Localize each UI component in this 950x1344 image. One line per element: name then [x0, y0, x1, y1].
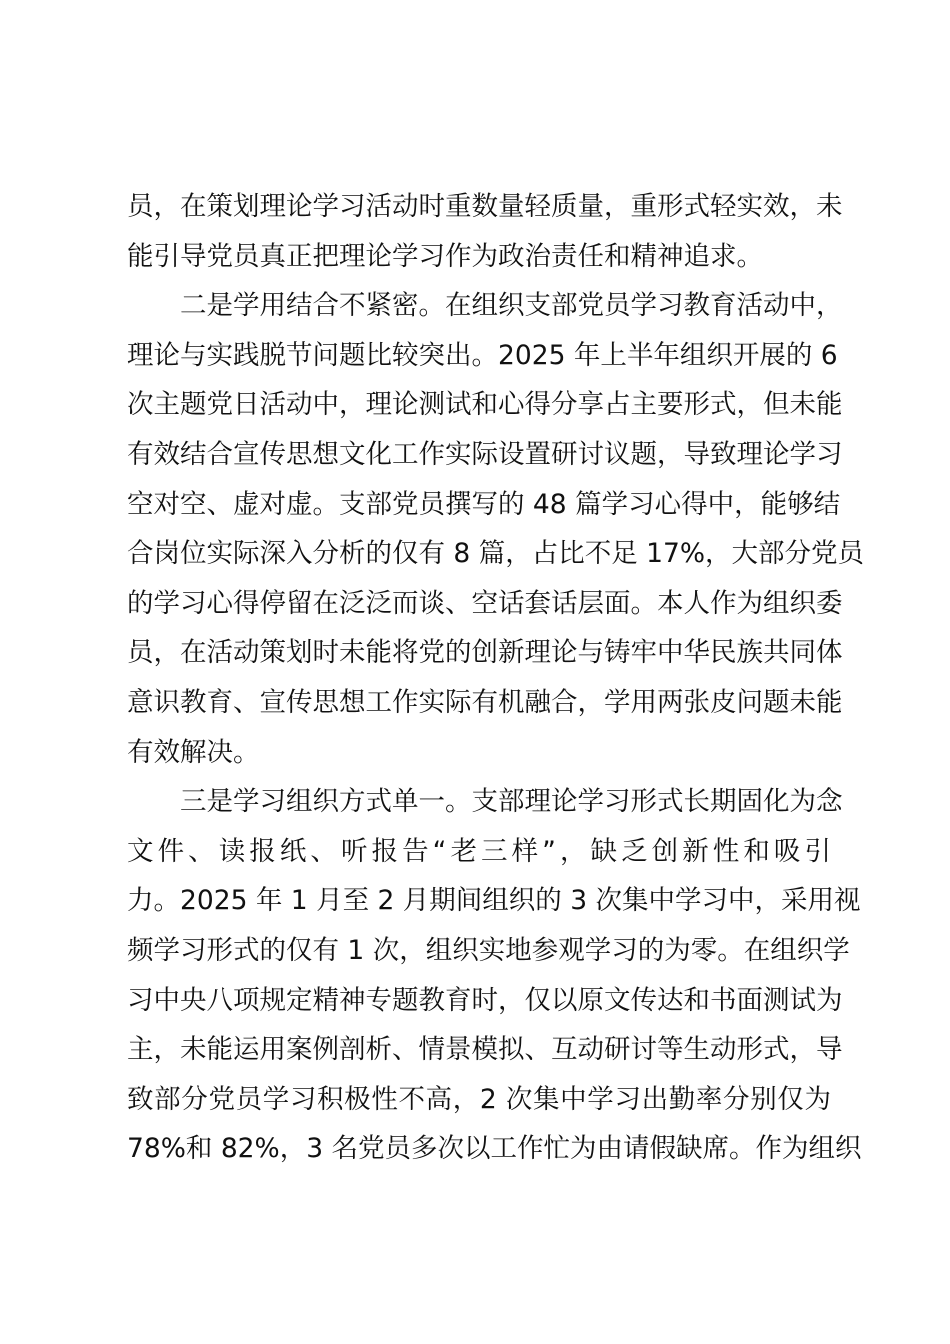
text-line: 频学习形式的仅有 1 次，组织实地参观学习的为零。在组织学 [127, 934, 850, 966]
text-line: 能引导党员真正把理论学习作为政治责任和精神追求。 [127, 240, 763, 272]
text-line: 合岗位实际深入分析的仅有 8 篇，占比不足 17%，大部分党员 [127, 538, 865, 570]
text-line: 意识教育、宣传思想工作实际有机融合，学用两张皮问题未能 [127, 686, 843, 718]
paragraph-point-two [127, 281, 865, 777]
text-line: 次主题党日活动中，理论测试和心得分享占主要形式，但未能 [127, 389, 843, 421]
text-line: 员，在策划理论学习活动时重数量轻质量，重形式轻实效，未 [127, 191, 843, 222]
text-line: 主，未能运用案例剖析、情景模拟、互动研讨等生动形式，导 [127, 1034, 843, 1066]
document-page [127, 182, 865, 1174]
paragraph-continuation [127, 182, 843, 281]
text-line: 力。2025 年 1 月至 2 月期间组织的 3 次集中学习中，采用视 [127, 885, 861, 917]
text-line: 习中央八项规定精神专题教育时，仅以原文传达和书面测试为 [127, 984, 843, 1016]
text-line: 二是学用结合不紧密。在组织支部党员学习教育活动中， [180, 290, 843, 322]
text-line: 有效解决。 [127, 736, 260, 768]
paragraph-point-three [127, 777, 862, 1174]
text-line: 的学习心得停留在泛泛而谈、空话套话层面。本人作为组织委 [127, 587, 843, 619]
text-line: 78%和 82%，3 名党员多次以工作忙为由请假缺席。作为组织 [127, 1133, 862, 1165]
text-line: 员，在活动策划时未能将党的创新理论与铸牢中华民族共同体 [127, 637, 843, 669]
text-line: 有效结合宣传思想文化工作实际设置研讨议题，导致理论学习 [127, 438, 843, 470]
text-line: 文件、读报纸、听报告“老三样”，缺乏创新性和吸引 [127, 835, 831, 867]
text-line: 理论与实践脱节问题比较突出。2025 年上半年组织开展的 6 [127, 339, 838, 371]
text-line: 三是学习组织方式单一。支部理论学习形式长期固化为念 [180, 786, 843, 818]
text-line: 致部分党员学习积极性不高，2 次集中学习出勤率分别仅为 [127, 1083, 831, 1115]
text-line: 空对空、虚对虚。支部党员撰写的 48 篇学习心得中，能够结 [127, 488, 841, 520]
